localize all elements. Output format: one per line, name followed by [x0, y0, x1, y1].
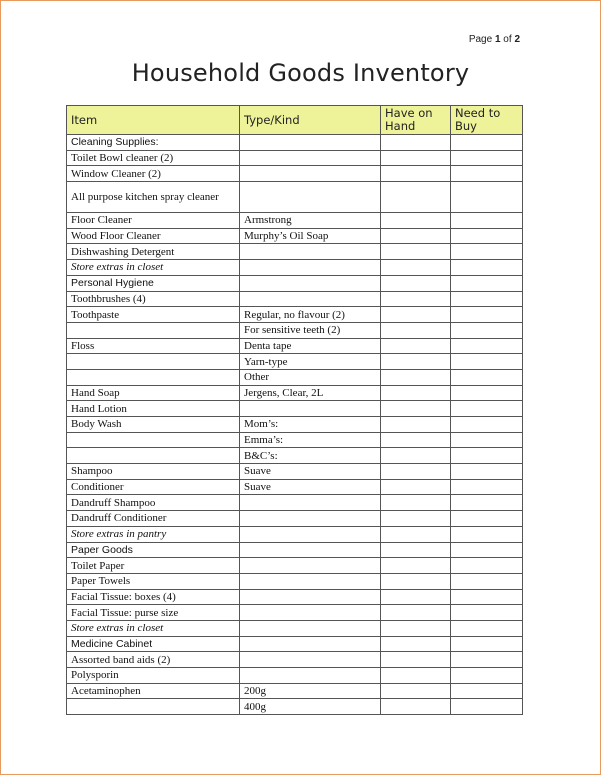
table-row: [67, 385, 523, 401]
cell-item: [67, 448, 240, 464]
cell-need-to-buy[interactable]: [451, 228, 523, 244]
cell-have-on-hand[interactable]: [381, 166, 451, 182]
cell-have-on-hand[interactable]: [381, 150, 451, 166]
cell-have-on-hand[interactable]: [381, 182, 451, 213]
cell-have-on-hand[interactable]: [381, 652, 451, 668]
cell-need-to-buy[interactable]: [451, 244, 523, 260]
cell-need-to-buy[interactable]: [451, 291, 523, 307]
table-row: [67, 432, 523, 448]
cell-need-to-buy[interactable]: [451, 636, 523, 652]
cell-type: [240, 636, 381, 652]
cell-need-to-buy[interactable]: [451, 511, 523, 527]
cell-need-to-buy[interactable]: [451, 699, 523, 715]
cell-need-to-buy[interactable]: [451, 275, 523, 291]
cell-have-on-hand[interactable]: [381, 542, 451, 558]
cell-item: Dishwashing Detergent: [67, 244, 240, 260]
cell-type: [240, 542, 381, 558]
table-row: [67, 322, 523, 338]
cell-item: [67, 369, 240, 385]
cell-have-on-hand[interactable]: [381, 369, 451, 385]
table-row: [67, 668, 523, 684]
table-row: [67, 182, 523, 213]
cell-need-to-buy[interactable]: [451, 495, 523, 511]
cell-have-on-hand[interactable]: [381, 526, 451, 542]
column-header-have-on-hand: Have on Hand: [381, 106, 451, 135]
cell-have-on-hand[interactable]: [381, 699, 451, 715]
cell-item: Window Cleaner (2): [67, 166, 240, 182]
cell-need-to-buy[interactable]: [451, 260, 523, 276]
cell-need-to-buy[interactable]: [451, 135, 523, 151]
cell-type: 400g: [240, 699, 381, 715]
cell-item: Floor Cleaner: [67, 213, 240, 229]
table-row: [67, 558, 523, 574]
page-current: 1: [494, 34, 501, 45]
table-row: [67, 354, 523, 370]
cell-type: For sensitive teeth (2): [240, 322, 381, 338]
cell-need-to-buy[interactable]: [451, 385, 523, 401]
cell-have-on-hand[interactable]: [381, 213, 451, 229]
cell-need-to-buy[interactable]: [451, 338, 523, 354]
cell-type: [240, 573, 381, 589]
cell-item: Facial Tissue: purse size: [67, 605, 240, 621]
cell-type: [240, 652, 381, 668]
column-header-item: Item: [67, 106, 240, 135]
cell-type: Emma’s:: [240, 432, 381, 448]
table-row: [67, 479, 523, 495]
cell-item: All purpose kitchen spray cleaner: [67, 182, 240, 213]
cell-have-on-hand[interactable]: [381, 511, 451, 527]
cell-item: Paper Towels: [67, 573, 240, 589]
cell-type: 200g: [240, 683, 381, 699]
cell-need-to-buy[interactable]: [451, 369, 523, 385]
cell-have-on-hand[interactable]: [381, 464, 451, 480]
table-row: [67, 228, 523, 244]
cell-have-on-hand[interactable]: [381, 135, 451, 151]
cell-item: Medicine Cabinet: [67, 636, 240, 652]
cell-type: Suave: [240, 479, 381, 495]
cell-have-on-hand[interactable]: [381, 605, 451, 621]
cell-need-to-buy[interactable]: [451, 652, 523, 668]
table-row: [67, 166, 523, 182]
cell-item: [67, 432, 240, 448]
cell-item: Conditioner: [67, 479, 240, 495]
table-row: [67, 464, 523, 480]
cell-need-to-buy[interactable]: [451, 182, 523, 213]
cell-type: [240, 589, 381, 605]
table-row: [67, 275, 523, 291]
cell-type: [240, 166, 381, 182]
cell-item: Toothpaste: [67, 307, 240, 323]
page-total: 2: [514, 34, 520, 45]
cell-type: Yarn-type: [240, 354, 381, 370]
table-row: [67, 150, 523, 166]
page-label: Page: [468, 34, 495, 45]
table-row: [67, 573, 523, 589]
cell-have-on-hand[interactable]: [381, 244, 451, 260]
cell-item: Dandruff Shampoo: [67, 495, 240, 511]
cell-item: Polysporin: [67, 668, 240, 684]
cell-have-on-hand[interactable]: [381, 573, 451, 589]
cell-item: Dandruff Conditioner: [67, 511, 240, 527]
table-row: [67, 401, 523, 417]
cell-type: [240, 605, 381, 621]
cell-have-on-hand[interactable]: [381, 668, 451, 684]
cell-need-to-buy[interactable]: [451, 322, 523, 338]
table-row: [67, 652, 523, 668]
table-row: [67, 589, 523, 605]
table-row: [67, 291, 523, 307]
cell-type: [240, 401, 381, 417]
table-row: [67, 369, 523, 385]
cell-item: Store extras in pantry: [67, 526, 240, 542]
cell-have-on-hand[interactable]: [381, 338, 451, 354]
page-of: of: [500, 34, 515, 45]
cell-have-on-hand[interactable]: [381, 448, 451, 464]
cell-item: Shampoo: [67, 464, 240, 480]
cell-item: [67, 354, 240, 370]
cell-have-on-hand[interactable]: [381, 401, 451, 417]
table-row: [67, 699, 523, 715]
cell-type: [240, 511, 381, 527]
cell-need-to-buy[interactable]: [451, 573, 523, 589]
table-row: [67, 260, 523, 276]
cell-need-to-buy[interactable]: [451, 166, 523, 182]
cell-type: [240, 150, 381, 166]
column-header-type: Type/Kind: [240, 106, 381, 135]
cell-type: [240, 526, 381, 542]
cell-need-to-buy[interactable]: [451, 213, 523, 229]
column-header-need-to-buy: Need to Buy: [451, 106, 523, 135]
cell-type: Murphy’s Oil Soap: [240, 228, 381, 244]
cell-need-to-buy[interactable]: [451, 526, 523, 542]
cell-type: Denta tape: [240, 338, 381, 354]
cell-have-on-hand[interactable]: [381, 385, 451, 401]
cell-item: Toothbrushes (4): [67, 291, 240, 307]
table-row: [67, 542, 523, 558]
cell-have-on-hand[interactable]: [381, 620, 451, 636]
cell-have-on-hand[interactable]: [381, 495, 451, 511]
cell-have-on-hand[interactable]: [381, 558, 451, 574]
table-row: [67, 511, 523, 527]
cell-need-to-buy[interactable]: [451, 558, 523, 574]
cell-type: [240, 291, 381, 307]
table-row: [67, 135, 523, 151]
cell-item: Cleaning Supplies:: [67, 135, 240, 151]
cell-item: Toilet Bowl cleaner (2): [67, 150, 240, 166]
cell-item: Acetaminophen: [67, 683, 240, 699]
cell-have-on-hand[interactable]: [381, 260, 451, 276]
table-row: [67, 338, 523, 354]
cell-have-on-hand[interactable]: [381, 636, 451, 652]
cell-need-to-buy[interactable]: [451, 668, 523, 684]
cell-need-to-buy[interactable]: [451, 354, 523, 370]
cell-type: [240, 668, 381, 684]
cell-type: Jergens, Clear, 2L: [240, 385, 381, 401]
cell-type: [240, 260, 381, 276]
cell-item: Paper Goods: [67, 542, 240, 558]
cell-need-to-buy[interactable]: [451, 464, 523, 480]
cell-need-to-buy[interactable]: [451, 432, 523, 448]
cell-have-on-hand[interactable]: [381, 228, 451, 244]
table-row: [67, 244, 523, 260]
cell-need-to-buy[interactable]: [451, 605, 523, 621]
cell-item: Body Wash: [67, 417, 240, 433]
table-row: [67, 636, 523, 652]
cell-have-on-hand[interactable]: [381, 589, 451, 605]
cell-have-on-hand[interactable]: [381, 479, 451, 495]
table-row: [67, 307, 523, 323]
cell-need-to-buy[interactable]: [451, 479, 523, 495]
cell-need-to-buy[interactable]: [451, 620, 523, 636]
document-title: Household Goods Inventory: [131, 59, 470, 87]
cell-need-to-buy[interactable]: [451, 401, 523, 417]
cell-item: Personal Hygiene: [67, 275, 240, 291]
cell-have-on-hand[interactable]: [381, 417, 451, 433]
inventory-table: [66, 105, 523, 715]
cell-item: Hand Soap: [67, 385, 240, 401]
cell-type: [240, 135, 381, 151]
cell-type: [240, 182, 381, 213]
cell-type: [240, 275, 381, 291]
table-row: [67, 448, 523, 464]
cell-have-on-hand[interactable]: [381, 307, 451, 323]
table-row: [67, 526, 523, 542]
cell-have-on-hand[interactable]: [381, 354, 451, 370]
cell-type: [240, 558, 381, 574]
table-row: [67, 213, 523, 229]
cell-type: Other: [240, 369, 381, 385]
cell-type: Suave: [240, 464, 381, 480]
cell-need-to-buy[interactable]: [451, 683, 523, 699]
cell-have-on-hand[interactable]: [381, 683, 451, 699]
cell-type: [240, 244, 381, 260]
cell-type: [240, 495, 381, 511]
table-row: [67, 620, 523, 636]
page-number: [469, 34, 520, 45]
cell-item: Assorted band aids (2): [67, 652, 240, 668]
cell-have-on-hand[interactable]: [381, 291, 451, 307]
table-row: [67, 495, 523, 511]
cell-need-to-buy[interactable]: [451, 417, 523, 433]
cell-need-to-buy[interactable]: [451, 448, 523, 464]
cell-need-to-buy[interactable]: [451, 542, 523, 558]
cell-item: [67, 322, 240, 338]
cell-have-on-hand[interactable]: [381, 432, 451, 448]
table-row: [67, 417, 523, 433]
cell-type: Mom’s:: [240, 417, 381, 433]
cell-have-on-hand[interactable]: [381, 275, 451, 291]
cell-item: Store extras in closet: [67, 260, 240, 276]
cell-item: Store extras in closet: [67, 620, 240, 636]
cell-need-to-buy[interactable]: [451, 150, 523, 166]
cell-item: Facial Tissue: boxes (4): [67, 589, 240, 605]
cell-item: [67, 699, 240, 715]
cell-need-to-buy[interactable]: [451, 589, 523, 605]
cell-type: B&C’s:: [240, 448, 381, 464]
cell-need-to-buy[interactable]: [451, 307, 523, 323]
inventory-rows: [67, 135, 523, 715]
cell-item: Hand Lotion: [67, 401, 240, 417]
table-row: [67, 605, 523, 621]
cell-type: [240, 620, 381, 636]
cell-item: Toilet Paper: [67, 558, 240, 574]
table-row: [67, 683, 523, 699]
cell-type: Armstrong: [240, 213, 381, 229]
cell-have-on-hand[interactable]: [381, 322, 451, 338]
cell-item: Wood Floor Cleaner: [67, 228, 240, 244]
table-header-row: [67, 106, 523, 135]
cell-type: Regular, no flavour (2): [240, 307, 381, 323]
cell-item: Floss: [67, 338, 240, 354]
